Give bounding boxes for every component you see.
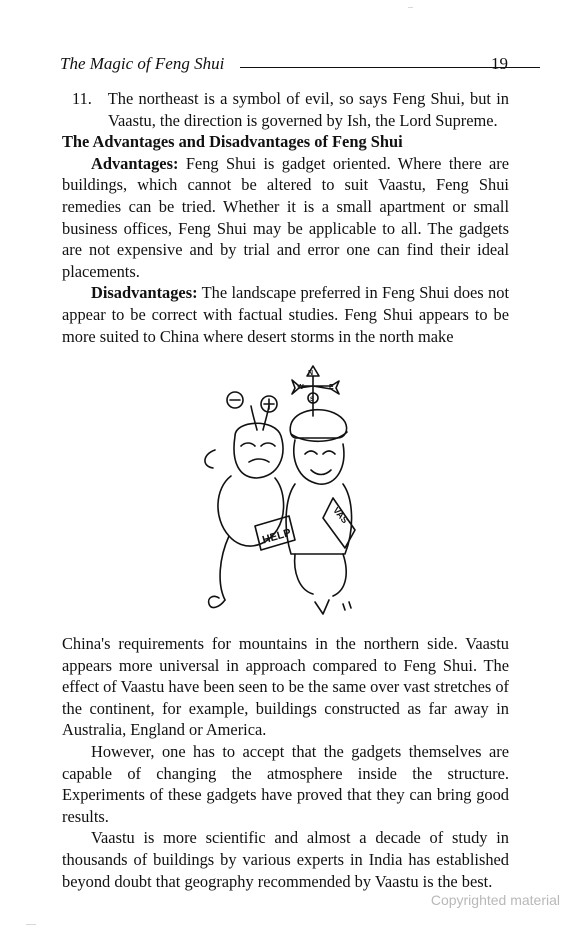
- compass-label-north: N: [308, 370, 314, 377]
- section-heading: The Advantages and Disadvantages of Feng Shui: [62, 132, 403, 152]
- help-sign-text: HELP: [260, 526, 293, 547]
- disadvantages-text: The landscape preferred in Feng Shui does not appear to be correct with factual studies. Feng Shui appears to be more suited to China where desert storms in the north make: [62, 283, 509, 346]
- right-character-face: [294, 440, 344, 484]
- compass-label-east: E: [329, 384, 334, 391]
- lower-text-block: [62, 633, 509, 892]
- right-character-cap: [290, 410, 346, 438]
- compass-east-arrow: [313, 381, 339, 394]
- paragraph-however: However, one has to accept that the gadgets themselves are capable of changing the atmosphere inside the structure. Experiments of these gadgets have proved that they can bring good results.: [62, 741, 509, 826]
- compass-label-south: S: [310, 397, 315, 403]
- disadvantages-paragraph: [62, 282, 509, 347]
- left-character-head: [234, 423, 283, 478]
- running-header: [60, 50, 512, 76]
- advantages-paragraph: [62, 153, 509, 283]
- continued-paragraph: China's requirements for mountains in the northern side. Vaastu appears more universal in approach compared to Feng Shui. The effect of Vaastu have been seen to be the same over vast stretches of the continent, for example, buildings constructed as far away in Australia, England or America.: [62, 634, 509, 740]
- disadvantages-lead: Disadvantages:: [91, 283, 198, 303]
- scan-speck: [408, 7, 413, 8]
- scan-speck: [26, 924, 36, 925]
- list-item-text: The northeast is a symbol of evil, so says Feng Shui, but in Vaastu, the direction is governed by Ish, the Lord Supreme.: [107, 89, 509, 130]
- compass-label-west: W: [297, 384, 304, 391]
- paragraph-vaastu: Vaastu is more scientific and almost a decade of study in thousands of buildings by various experts in India has established beyond doubt that geography recommended by Vaastu is the best.: [62, 828, 509, 891]
- advantages-text: Feng Shui is gadget oriented. Where there are buildings, which cannot be altered to suit Vaastu, Feng Shui remedies can be tried. Whether it is a small apartment or small business offices, Feng Shui may be applicable to all. The gadgets are not expensive and by trial and error one can find their ideal placements.: [62, 153, 509, 281]
- shirt-text: VAS: [331, 505, 351, 526]
- cartoon-illustration: [195, 358, 370, 620]
- list-item-number: 11.: [72, 89, 92, 108]
- running-title: The Magic of Feng Shui: [60, 54, 225, 73]
- page-number: 19: [491, 54, 508, 73]
- upper-text-block: [62, 88, 509, 347]
- right-character-legs: [295, 554, 313, 594]
- copyright-watermark: Copyrighted material: [430, 892, 560, 908]
- advantages-lead: Advantages:: [91, 153, 179, 173]
- list-item-11: [62, 88, 509, 131]
- left-character-leg: [220, 536, 229, 600]
- antenna-left: [251, 406, 257, 430]
